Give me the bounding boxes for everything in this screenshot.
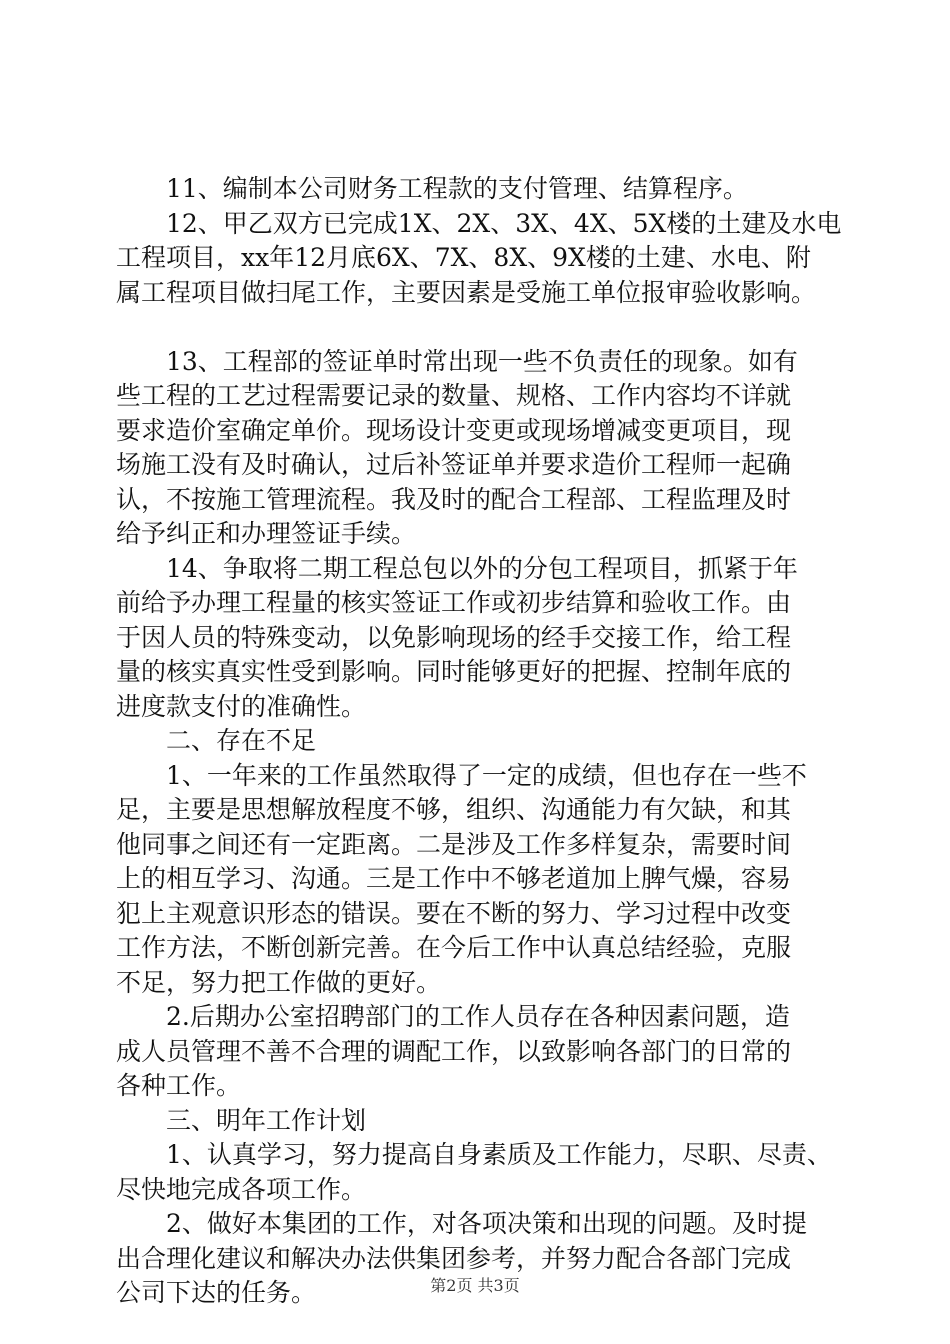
text-line: 于因人员的特殊变动，以免影响现场的经手交接工作，给工程 (116, 622, 792, 652)
page-footer: 第2页 共3页 (430, 1276, 520, 1295)
text-line: 犯上主观意识形态的错误。要在不断的努力、学习过程中改变 (116, 898, 792, 928)
text-line: 各种工作。 (116, 1071, 242, 1100)
text-line: 些工程的工艺过程需要记录的数量、规格、工作内容均不详就 (116, 381, 792, 410)
text-line: 足，主要是思想解放程度不够，组织、沟通能力有欠缺，和其 (116, 795, 792, 824)
text-line: 工程项目，xx年12月底6X、7X、8X、9X楼的土建、水电、附 (116, 243, 811, 272)
document-body (116, 172, 846, 1311)
text-line: 上的相互学习、沟通。三是工作中不够老道加上脾气燥，容易 (116, 864, 792, 893)
text-line: 三、明年工作计划 (166, 1105, 367, 1135)
text-line: 成人员管理不善不合理的调配工作，以致影响各部门的日常的 (116, 1036, 792, 1066)
text-line: 11、编制本公司财务工程款的支付管理、结算程序。 (166, 174, 748, 203)
text-line: 不足，努力把工作做的更好。 (116, 967, 442, 997)
text-line: 1、一年来的工作虽然取得了一定的成绩，但也存在一些不 (166, 760, 807, 790)
text-line: 2.后期办公室招聘部门的工作人员存在各种因素问题，造 (166, 1002, 790, 1031)
text-line: 12、甲乙双方已完成1X、2X、3X、4X、5X楼的土建及水电 (166, 208, 842, 238)
text-line: 进度款支付的准确性。 (116, 691, 367, 721)
text-line: 认，不按施工管理流程。我及时的配合工程部、工程监理及时 (116, 484, 792, 514)
text-line: 前给予办理工程量的核实签证工作或初步结算和验收工作。由 (116, 588, 792, 617)
text-line: 出合理化建议和解决办法供集团参考，并努力配合各部门完成 (116, 1243, 792, 1273)
text-line: 他同事之间还有一定距离。二是涉及工作多样复杂，需要时间 (116, 829, 792, 859)
text-line: 1、认真学习，努力提高自身素质及工作能力，尽职、尽责、 (166, 1140, 832, 1169)
text-line: 14、争取将二期工程总包以外的分包工程项目，抓紧于年 (166, 553, 798, 583)
text-line: 场施工没有及时确认，过后补签证单并要求造价工程师一起确 (116, 450, 792, 479)
text-line: 给予纠正和办理签证手续。 (116, 519, 417, 548)
text-line: 13、工程部的签证单时常出现一些不负责任的现象。如有 (166, 346, 798, 376)
text-line: 要求造价室确定单价。现场设计变更或现场增减变更项目，现 (116, 415, 792, 445)
text-line: 量的核实真实性受到影响。同时能够更好的把握、控制年底的 (116, 657, 792, 686)
text-line: 2、做好本集团的工作，对各项决策和出现的问题。及时提 (166, 1209, 807, 1238)
text-line: 工作方法，不断创新完善。在今后工作中认真总结经验，克服 (116, 933, 792, 962)
text-line: 属工程项目做扫尾工作，主要因素是受施工单位报审验收影响。 (116, 277, 817, 307)
text-line: 公司下达的任务。 (116, 1278, 317, 1307)
text-line: 尽快地完成各项工作。 (116, 1174, 367, 1204)
blank-line (116, 310, 846, 345)
text-line: 二、存在不足 (166, 726, 317, 755)
